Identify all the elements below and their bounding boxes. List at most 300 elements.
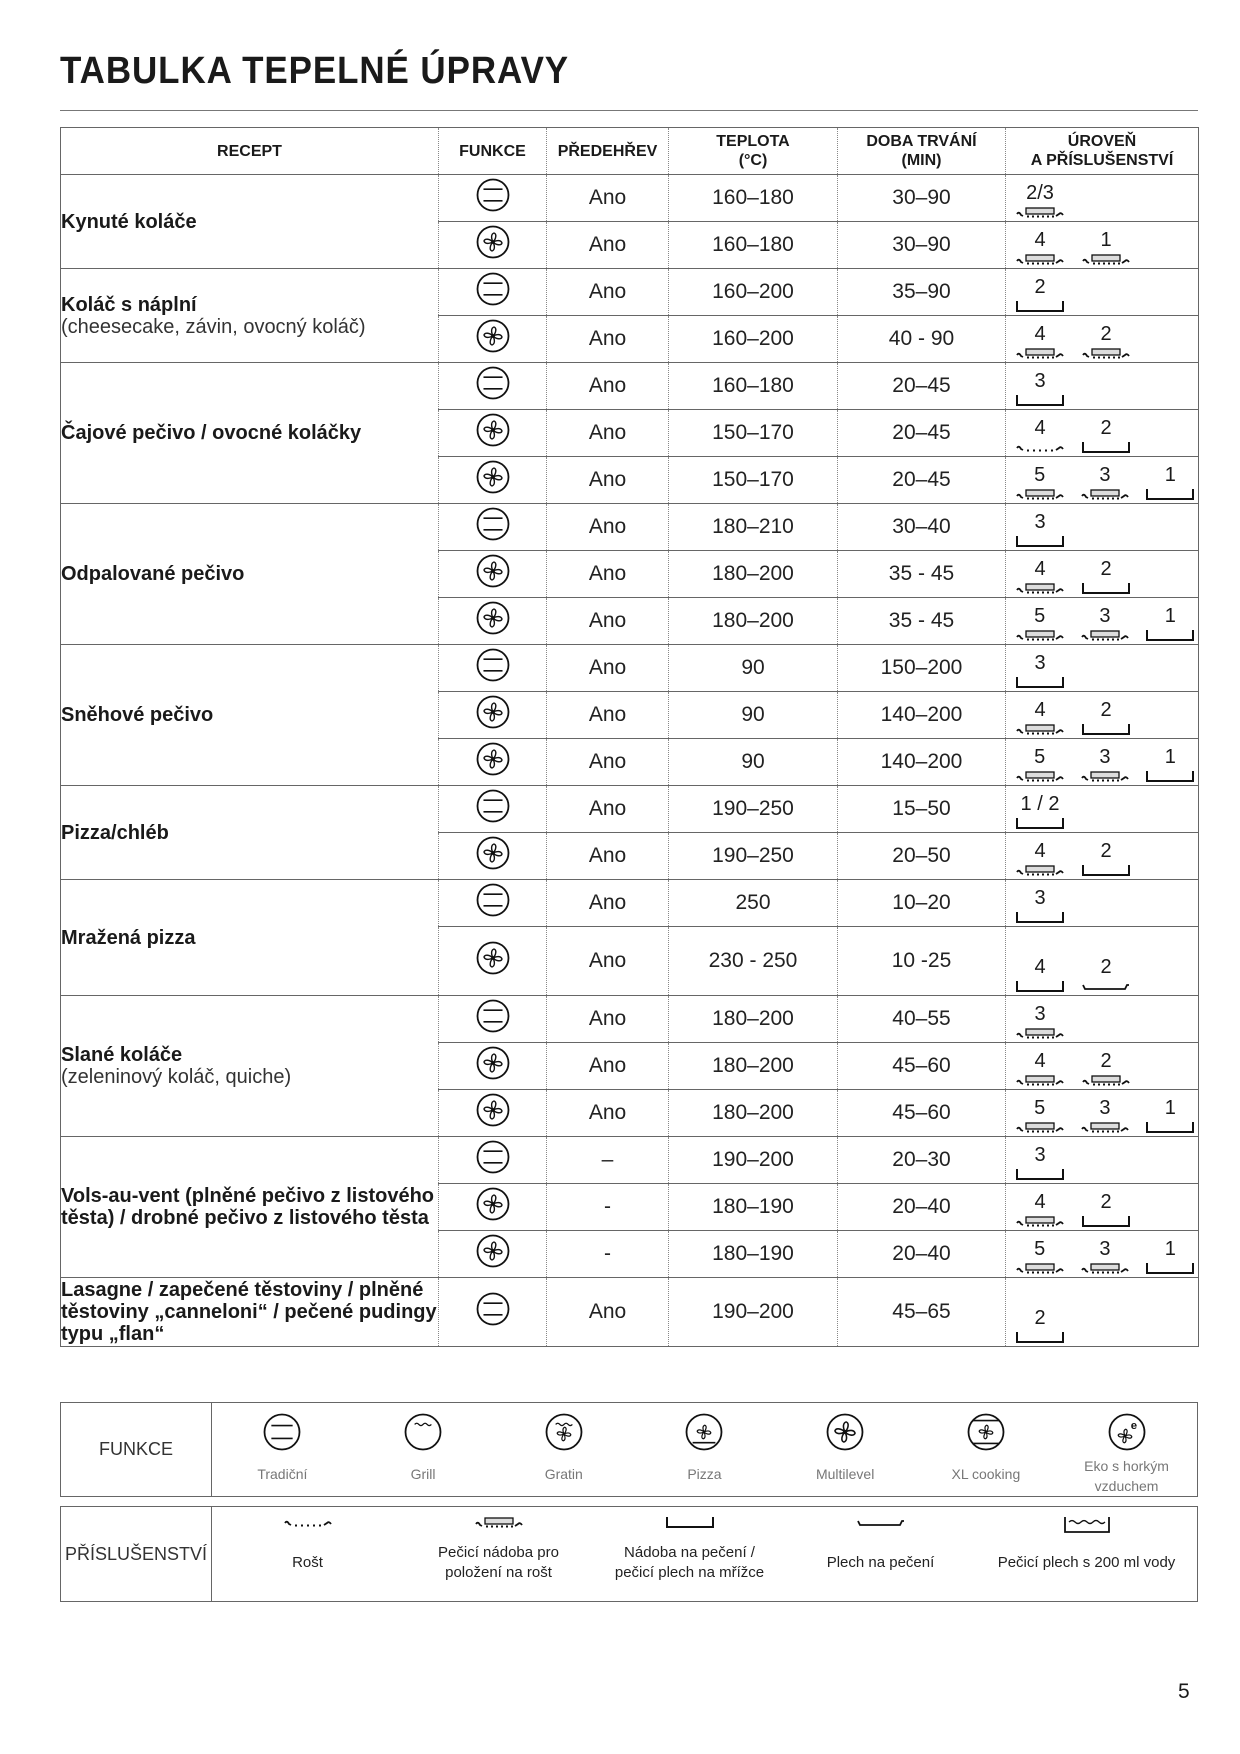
temperature-cell: 190–250 [669,833,838,880]
preheat-cell: – [547,1137,669,1184]
preheat-cell: Ano [547,739,669,786]
level-entry [1078,841,1134,877]
grill-function-icon [404,1413,442,1456]
temperature-cell: 180–200 [669,1043,838,1090]
duration-cell: 40 - 90 [838,316,1006,363]
shelf-level-number: 5 [1034,464,1046,486]
dish-accessory-icon [1145,1261,1195,1275]
shelf-level-number: 3 [1099,1238,1111,1260]
level-accessory-cell [1006,692,1199,739]
level-accessory-cell [1006,1043,1199,1090]
pan-on-rack-accessory-icon [1080,769,1130,783]
dish-accessory-icon [1015,1167,1065,1181]
temperature-cell: 180–200 [669,1090,838,1137]
temperature-cell: 180–190 [669,1231,838,1278]
recipe-name: Koláč s náplní [61,293,197,316]
preheat-cell: Ano [547,786,669,833]
temperature-cell: 160–180 [669,363,838,410]
shelf-level-number: 5 [1034,746,1046,768]
recipe-name: Slané koláče [61,1044,183,1066]
shelf-level-number: 4 [1034,323,1046,345]
level-entry [1012,465,1067,501]
level-entry [1012,794,1068,830]
shelf-level-number: 2 [1100,417,1112,439]
accessory-legend-item [801,1515,961,1573]
accessories-legend-header: PŘÍSLUŠENSTVÍ [61,1507,212,1602]
level-accessory-cell [1006,927,1199,996]
level-entry [1012,606,1067,642]
level-entry [1078,700,1134,736]
level-accessory-cell [1006,175,1199,222]
shelf-level-number: 2 [1100,323,1112,345]
function-cell [439,833,547,880]
function-cell [439,1090,547,1137]
function-cell [439,363,547,410]
pan-on-rack-accessory-icon [1081,1073,1131,1087]
page-title: TABULKA TEPELNÉ ÚPRAVY [60,50,570,92]
preheat-cell: Ano [547,927,669,996]
dish-accessory-icon [1015,299,1065,313]
pan-on-rack-accessory-icon [1080,628,1130,642]
level-entry [1012,700,1068,736]
table-row [61,175,1199,222]
duration-cell: 15–50 [838,786,1006,833]
level-entry [1012,1145,1068,1181]
preheat-cell: Ano [547,1278,669,1347]
level-accessory-cell [1006,1184,1199,1231]
function-legend-label: Gratin [544,1466,583,1482]
multilevel-fan-function-icon [476,941,510,981]
multilevel-fan-function-icon [476,742,510,782]
level-entry [1012,277,1068,313]
function-cell [439,1184,547,1231]
header-uroven [1006,128,1199,175]
level-entry [1012,957,1068,993]
level-entry [1012,371,1068,407]
level-entry [1012,1239,1067,1275]
preheat-cell: - [547,1231,669,1278]
pan-on-rack-accessory-icon [1015,581,1065,595]
temperature-cell: 190–200 [669,1137,838,1184]
recipe-cell [61,645,439,786]
duration-cell: 20–40 [838,1184,1006,1231]
pan-on-rack-accessory-icon [1015,205,1065,219]
recipe-name: Mražená pizza [61,926,196,949]
shelf-level-number: 5 [1034,1238,1046,1260]
recipe-subtitle: (cheesecake, závin, ovocný koláč) [61,315,366,338]
temperature-cell: 180–200 [669,996,838,1043]
table-row [61,269,1199,316]
shelf-level-number: 3 [1034,652,1046,674]
level-entry [1012,1004,1068,1040]
preheat-cell: Ano [547,316,669,363]
pizza-function-icon [685,1413,723,1456]
duration-cell: 35 - 45 [838,551,1006,598]
rack-accessory-icon [1015,440,1065,454]
dish-accessory-icon [1145,769,1195,783]
water-tray-accessory-icon [1062,1515,1112,1535]
level-entry [1012,841,1068,877]
duration-cell: 150–200 [838,645,1006,692]
duration-cell: 20–45 [838,410,1006,457]
pan-on-rack-accessory-icon [1015,1120,1065,1134]
traditional-function-icon [263,1413,301,1456]
level-entry [1012,1308,1068,1344]
shelf-level-number: 3 [1034,1003,1046,1025]
traditional-function-icon [476,883,510,923]
header-predehrev: PŘEDEHŘEV [547,128,669,175]
table-row [61,786,1199,833]
multilevel-fan-function-icon [476,1046,510,1086]
pan-on-rack-accessory-icon [1015,1261,1065,1275]
duration-cell: 20–45 [838,457,1006,504]
preheat-cell: Ano [547,1043,669,1090]
function-cell [439,692,547,739]
pan-on-rack-accessory-icon [1015,252,1065,266]
duration-cell: 35–90 [838,269,1006,316]
level-entry [1143,747,1198,783]
duration-cell: 30–90 [838,222,1006,269]
function-cell [439,1043,547,1090]
level-accessory-cell [1006,786,1199,833]
dish-accessory-icon [1081,581,1131,595]
preheat-cell: Ano [547,833,669,880]
level-entry [1012,888,1068,924]
table-row [61,880,1199,927]
dish-accessory-icon [1081,863,1131,877]
level-entry [1012,183,1068,219]
pan-on-rack-accessory-icon [1015,863,1065,877]
table-row [61,504,1199,551]
shelf-level-number: 2/3 [1026,182,1054,204]
temperature-cell: 180–200 [669,551,838,598]
accessories-legend [60,1506,1198,1602]
level-accessory-cell [1006,457,1199,504]
dish-accessory-icon [665,1515,715,1535]
function-legend-item [634,1413,774,1484]
function-legend-label: Grill [410,1466,436,1482]
shelf-level-number: 2 [1100,840,1112,862]
recipe-cell [61,996,439,1137]
preheat-cell: Ano [547,880,669,927]
function-cell [439,457,547,504]
temperature-cell: 150–170 [669,410,838,457]
shelf-level-number: 4 [1034,1050,1046,1072]
recipe-cell [61,269,439,363]
level-entry [1078,418,1134,454]
duration-cell: 140–200 [838,692,1006,739]
accessory-legend-item [228,1515,388,1573]
temperature-cell: 90 [669,739,838,786]
cooking-table [60,127,1199,1347]
recipe-cell [61,1278,439,1347]
title-divider [60,110,1198,111]
accessory-legend-item [419,1515,579,1583]
preheat-cell: Ano [547,598,669,645]
function-cell [439,410,547,457]
level-entry [1012,747,1067,783]
level-accessory-cell [1006,504,1199,551]
recipe-name: Lasagne / zapečené těstoviny / plněné těstoviny „canneloni“ / pečené pudingy typu „flan“ [61,1279,437,1345]
duration-cell: 20–30 [838,1137,1006,1184]
page-number: 5 [1178,1680,1190,1703]
dish-accessory-icon [1081,722,1131,736]
level-entry [1012,324,1068,360]
dish-accessory-icon [1081,1214,1131,1228]
header-teplota-line1: TEPLOTA [716,133,790,150]
duration-cell: 140–200 [838,739,1006,786]
traditional-function-icon [476,366,510,406]
duration-cell: 20–50 [838,833,1006,880]
pan-on-rack-accessory-icon [1015,1073,1065,1087]
recipe-name: Vols-au-vent (plněné pečivo z listového těsta) / drobné pečivo z listového těsta [61,1185,435,1229]
pan-on-rack-accessory-icon [1080,1120,1130,1134]
shelf-level-number: 2 [1034,1307,1046,1329]
duration-cell: 35 - 45 [838,598,1006,645]
preheat-cell: Ano [547,222,669,269]
level-accessory-cell [1006,1137,1199,1184]
dish-accessory-icon [1145,1120,1195,1134]
level-entry [1078,230,1134,266]
dish-accessory-icon [1145,628,1195,642]
functions-legend-header: FUNKCE [61,1403,212,1497]
traditional-function-icon [476,789,510,829]
preheat-cell: Ano [547,551,669,598]
recipe-name: Čajové pečivo / ovocné koláčky [61,422,362,444]
multilevel-fan-function-icon [476,460,510,500]
level-accessory-cell [1006,880,1199,927]
temperature-cell: 250 [669,880,838,927]
temperature-cell: 160–180 [669,175,838,222]
shelf-level-number: 3 [1099,605,1111,627]
function-cell [439,1278,547,1347]
level-accessory-cell [1006,1278,1199,1347]
traditional-function-icon [476,648,510,688]
level-accessory-cell [1006,269,1199,316]
preheat-cell: Ano [547,175,669,222]
temperature-cell: 190–200 [669,1278,838,1347]
pan-on-rack-accessory-icon [1015,487,1065,501]
shelf-level-number: 2 [1100,699,1112,721]
temperature-cell: 160–200 [669,269,838,316]
level-entry [1077,606,1132,642]
table-row [61,1137,1199,1184]
pan-on-rack-accessory-icon [1015,1214,1065,1228]
shelf-level-number: 4 [1034,229,1046,251]
duration-cell: 30–40 [838,504,1006,551]
function-cell [439,222,547,269]
duration-cell: 10–20 [838,880,1006,927]
dish-accessory-icon [1081,440,1131,454]
level-entry [1078,559,1134,595]
function-cell [439,175,547,222]
preheat-cell: Ano [547,504,669,551]
pan-on-rack-accessory-icon [1015,628,1065,642]
recipe-cell [61,175,439,269]
dish-accessory-icon [1015,816,1065,830]
function-cell [439,269,547,316]
level-entry [1077,1098,1132,1134]
level-accessory-cell [1006,316,1199,363]
recipe-name: Pizza/chléb [61,821,169,844]
header-uroven-line2: A PŘÍSLUŠENSTVÍ [1030,152,1174,169]
level-accessory-cell [1006,739,1199,786]
shelf-level-number: 2 [1034,276,1046,298]
shelf-level-number: 1 [1164,1097,1176,1119]
tray-accessory-icon [1081,979,1131,993]
shelf-level-number: 3 [1099,464,1111,486]
level-accessory-cell [1006,410,1199,457]
function-cell [439,786,547,833]
accessory-legend-label: Nádoba na pečení / pečicí plech na mřížce [614,1544,765,1581]
function-legend-item [916,1413,1056,1484]
shelf-level-number: 1 / 2 [1020,793,1060,815]
gratin-function-icon [545,1413,583,1456]
shelf-level-number: 3 [1034,1144,1046,1166]
level-accessory-cell [1006,551,1199,598]
traditional-function-icon [476,1140,510,1180]
multilevel-fan-function-icon [476,554,510,594]
function-legend-item [1057,1413,1197,1496]
duration-cell: 20–40 [838,1231,1006,1278]
level-entry [1078,324,1134,360]
level-entry [1012,1192,1068,1228]
multilevel-fan-function-icon [476,225,510,265]
dish-accessory-icon [1015,534,1065,548]
function-legend-item [775,1413,915,1484]
shelf-level-number: 3 [1034,887,1046,909]
recipe-subtitle: (zeleninový koláč, quiche) [61,1066,292,1088]
shelf-level-number: 4 [1034,956,1046,978]
temperature-cell: 90 [669,645,838,692]
function-cell [439,927,547,996]
rack-accessory-icon [283,1515,333,1535]
function-cell [439,504,547,551]
pan-on-rack-accessory-icon [1080,487,1130,501]
function-cell [439,880,547,927]
duration-cell: 40–55 [838,996,1006,1043]
level-accessory-cell [1006,222,1199,269]
function-cell [439,316,547,363]
shelf-level-number: 3 [1099,746,1111,768]
function-cell [439,645,547,692]
level-entry [1077,747,1132,783]
pan-on-rack-accessory-icon [1015,346,1065,360]
preheat-cell: Ano [547,363,669,410]
temperature-cell: 180–190 [669,1184,838,1231]
preheat-cell: Ano [547,1090,669,1137]
multilevel-fan-function-icon [476,1234,510,1274]
pan-on-rack-accessory-icon [1015,722,1065,736]
header-doba-line1: DOBA TRVÁNÍ [866,133,977,150]
duration-cell: 45–65 [838,1278,1006,1347]
eco-function-icon [1108,1413,1146,1456]
function-legend-item [494,1413,634,1484]
shelf-level-number: 4 [1034,417,1046,439]
level-entry [1077,465,1132,501]
preheat-cell: Ano [547,996,669,1043]
shelf-level-number: 3 [1099,1097,1111,1119]
pan-on-rack-accessory-icon [474,1515,524,1535]
level-entry [1012,1051,1068,1087]
traditional-function-icon [476,178,510,218]
temperature-cell: 180–210 [669,504,838,551]
header-funkce: FUNKCE [439,128,547,175]
temperature-cell: 150–170 [669,457,838,504]
pan-on-rack-accessory-icon [1015,769,1065,783]
shelf-level-number: 1 [1100,229,1112,251]
function-cell [439,598,547,645]
multilevel-fan-function-icon [476,695,510,735]
shelf-level-number: 4 [1034,1191,1046,1213]
level-entry [1012,559,1068,595]
function-cell [439,1231,547,1278]
dish-accessory-icon [1145,487,1195,501]
level-entry [1012,1098,1067,1134]
dish-accessory-icon [1015,979,1065,993]
recipe-cell [61,880,439,996]
table-row [61,1278,1199,1347]
recipe-name: Odpalované pečivo [61,563,245,585]
multilevel-fan-function-icon [476,319,510,359]
level-entry [1012,512,1068,548]
traditional-function-icon [476,999,510,1039]
header-teplota-line2: (°C) [738,152,768,169]
header-doba [838,128,1006,175]
level-accessory-cell [1006,645,1199,692]
shelf-level-number: 4 [1034,840,1046,862]
temperature-cell: 180–200 [669,598,838,645]
dish-accessory-icon [1015,1330,1065,1344]
shelf-level-number: 2 [1100,956,1112,978]
level-entry [1078,957,1134,993]
preheat-cell: Ano [547,645,669,692]
level-accessory-cell [1006,833,1199,880]
temperature-cell: 230 - 250 [669,927,838,996]
preheat-cell: Ano [547,410,669,457]
function-legend-label: Pizza [687,1466,722,1482]
xl-function-icon [967,1413,1005,1456]
recipe-cell [61,1137,439,1278]
level-accessory-cell [1006,996,1199,1043]
shelf-level-number: 5 [1034,605,1046,627]
level-entry [1143,465,1198,501]
accessory-legend-label: Pečicí nádoba pro položení na rošt [438,1544,559,1581]
preheat-cell: Ano [547,269,669,316]
traditional-function-icon [476,507,510,547]
multilevel-function-icon [826,1413,864,1456]
duration-cell: 20–45 [838,363,1006,410]
temperature-cell: 90 [669,692,838,739]
accessory-legend-item [610,1515,770,1583]
shelf-level-number: 3 [1034,370,1046,392]
function-legend-label: Tradiční [257,1466,308,1482]
header-uroven-line1: ÚROVEŇ [1067,133,1137,150]
accessory-legend-label: Plech na pečení [826,1554,935,1571]
traditional-function-icon [476,1292,510,1332]
multilevel-fan-function-icon [476,836,510,876]
functions-legend [60,1402,1198,1497]
header-doba-line2: (MIN) [901,152,942,169]
header-teplota [669,128,838,175]
function-legend-item [212,1413,352,1484]
level-entry [1078,1192,1134,1228]
duration-cell: 30–90 [838,175,1006,222]
recipe-cell [61,504,439,645]
table-row [61,363,1199,410]
recipe-cell [61,363,439,504]
shelf-level-number: 2 [1100,1191,1112,1213]
